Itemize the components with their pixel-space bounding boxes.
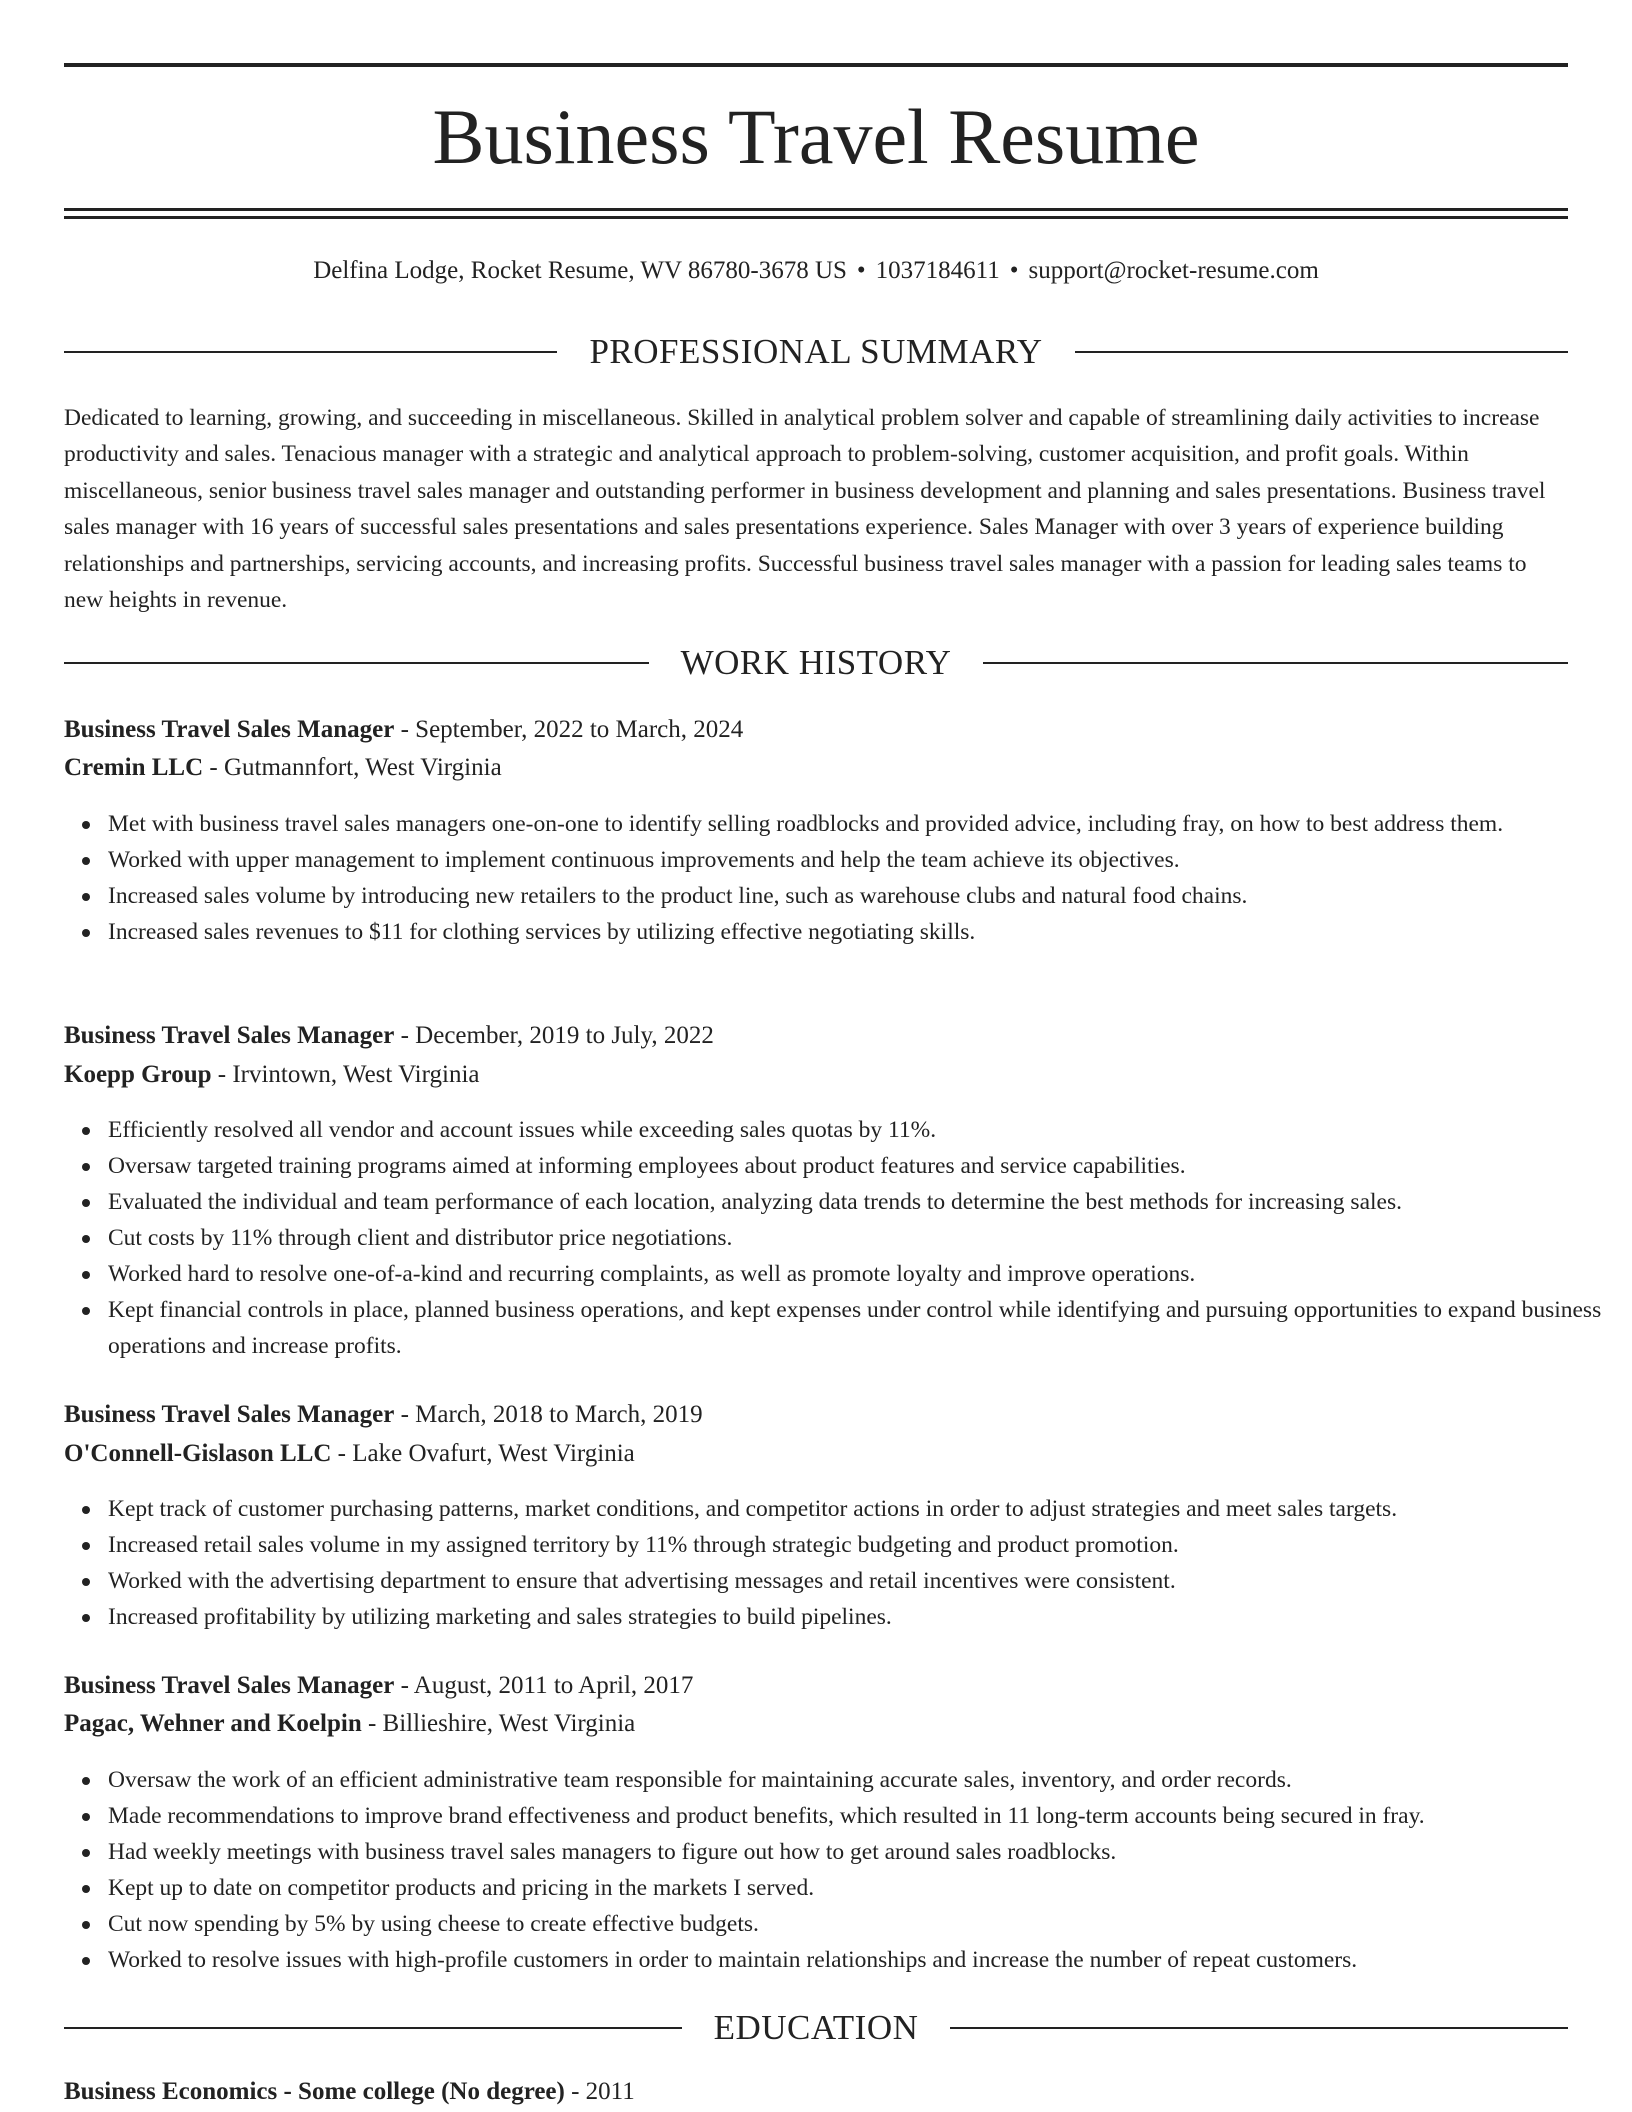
- heading-rule-right: [983, 662, 1568, 664]
- job-bullet: Increased sales volume by introducing new retailers to the product line, such as warehouse clubs and natural food chains.: [108, 878, 1612, 914]
- contact-line: [64, 254, 1568, 288]
- job-bullet: Met with business travel sales managers one-on-one to identify selling roadblocks and provided advice, including fray, on how to best address them.: [108, 806, 1612, 842]
- job-bullet: Worked hard to resolve one-of-a-kind and recurring complaints, as well as promote loyalty and improve operations.: [108, 1256, 1612, 1292]
- job-title-line: [64, 712, 1568, 748]
- heading-rule-left: [64, 662, 649, 664]
- job-title-line: [64, 1668, 1568, 1704]
- job-bullet: Oversaw the work of an efficient administrative team responsible for maintaining accurate sales, inventory, and order records.: [108, 1762, 1612, 1798]
- job-title: Business Travel Sales Manager: [64, 1022, 395, 1049]
- job-title: Business Travel Sales Manager: [64, 1401, 395, 1428]
- job-bullet: Worked to resolve issues with high-profile customers in order to maintain relationships and increase the number of repeat customers.: [108, 1942, 1612, 1978]
- education-entry: [64, 2074, 1568, 2110]
- job-company-line: [64, 1436, 1568, 1472]
- work-history-heading-label: WORK HISTORY: [680, 643, 952, 682]
- job-company: O'Connell-Gislason LLC: [64, 1440, 332, 1467]
- job-bullet: Kept financial controls in place, planned business operations, and kept expenses under control while identifying and pursuing opportunities to expand business operations and increase profits.: [108, 1292, 1612, 1364]
- job-bullet: Worked with upper management to implement continuous improvements and help the team achieve its objectives.: [108, 842, 1612, 878]
- job-company: Koepp Group: [64, 1061, 212, 1088]
- job-bullet: Evaluated the individual and team performance of each location, analyzing data trends to determine the best methods for increasing sales.: [108, 1184, 1612, 1220]
- job-bullets: [64, 1491, 1612, 1635]
- job-bullet: Had weekly meetings with business travel sales managers to figure out how to get around sales roadblocks.: [108, 1834, 1612, 1870]
- summary-heading-label: PROFESSIONAL SUMMARY: [589, 332, 1043, 371]
- job-bullet: Cut costs by 11% through client and distributor price negotiations.: [108, 1220, 1612, 1256]
- job-dates: - August, 2011 to April, 2017: [394, 1672, 694, 1699]
- work-history-heading: [64, 641, 1568, 685]
- job-dates: - December, 2019 to July, 2022: [394, 1022, 714, 1049]
- job-location: - Lake Ovafurt, West Virginia: [331, 1440, 635, 1467]
- education-heading-label: EDUCATION: [713, 2008, 919, 2047]
- resume-title: Business Travel Resume: [432, 93, 1200, 180]
- contact-address: Delfina Lodge, Rocket Resume, WV 86780-3678 US: [313, 257, 847, 284]
- job-bullet: Increased retail sales volume in my assigned territory by 11% through strategic budgeting and product promotion.: [108, 1527, 1612, 1563]
- contact-separator: •: [856, 257, 866, 284]
- job-company-line: [64, 1057, 1568, 1093]
- job-location: - Billieshire, West Virginia: [361, 1710, 636, 1737]
- job-title-line: [64, 1397, 1568, 1433]
- job-bullet: Worked with the advertising department to ensure that advertising messages and retail incentives were consistent.: [108, 1563, 1612, 1599]
- job-company-line: [64, 750, 1568, 786]
- job-location: - Gutmannfort, West Virginia: [203, 754, 502, 781]
- job-title-line: [64, 1018, 1568, 1054]
- heading-rule-right: [950, 2027, 1568, 2029]
- education-heading: [64, 2006, 1568, 2050]
- title-rule-lower: [64, 216, 1568, 219]
- education-year: - 2011: [564, 2078, 635, 2105]
- job-bullet: Kept up to date on competitor products and pricing in the markets I served.: [108, 1870, 1612, 1906]
- job-dates: - September, 2022 to March, 2024: [394, 716, 744, 743]
- job-bullets: [64, 1762, 1612, 1978]
- heading-rule-left: [64, 351, 557, 353]
- contact-phone: 1037184611: [875, 257, 1000, 284]
- job-company: Cremin LLC: [64, 754, 204, 781]
- job-bullet: Kept track of customer purchasing patterns, market conditions, and competitor actions in order to adjust strategies and meet sales targets.: [108, 1491, 1612, 1527]
- job-dates: - March, 2018 to March, 2019: [394, 1401, 703, 1428]
- education-degree: Business Economics - Some college (No degree): [64, 2078, 565, 2105]
- title-rule-upper: [64, 208, 1568, 211]
- job-company: Pagac, Wehner and Koelpin: [64, 1710, 362, 1737]
- contact-separator: •: [1009, 257, 1019, 284]
- job-title: Business Travel Sales Manager: [64, 1672, 395, 1699]
- heading-rule-right: [1075, 351, 1568, 353]
- heading-rule-left: [64, 2027, 682, 2029]
- job-bullet: Oversaw targeted training programs aimed at informing employees about product features and service capabilities.: [108, 1148, 1612, 1184]
- job-bullet: Made recommendations to improve brand effectiveness and product benefits, which resulted in 11 long-term accounts being secured in fray.: [108, 1798, 1612, 1834]
- job-bullets: [64, 806, 1612, 950]
- job-company-line: [64, 1706, 1568, 1742]
- job-bullets: [64, 1112, 1612, 1364]
- job-location: - Irvintown, West Virginia: [211, 1061, 480, 1088]
- job-title: Business Travel Sales Manager: [64, 716, 395, 743]
- job-bullet: Increased sales revenues to $11 for clothing services by utilizing effective negotiating skills.: [108, 914, 1612, 950]
- job-bullet: Increased profitability by utilizing marketing and sales strategies to build pipelines.: [108, 1599, 1612, 1635]
- top-rule: [64, 63, 1568, 67]
- summary-heading: [64, 330, 1568, 374]
- job-bullet: Efficiently resolved all vendor and account issues while exceeding sales quotas by 11%.: [108, 1112, 1612, 1148]
- job-bullet: Cut now spending by 5% by using cheese to create effective budgets.: [108, 1906, 1612, 1942]
- summary-text: Dedicated to learning, growing, and succeeding in miscellaneous. Skilled in analytical problem solver and capable of streamlining daily activities to increase productivity and sales. Tenacious manager with a strategic and analytical approach to problem-solving, customer acquisition, and profit goals. Within miscellaneous, senior business travel sales manager and outstanding performer in business development and planning and sales presentations. Business travel sales manager with 16 years of successful sales presentations and sales presentations experience. Sales Manager with over 3 years of experience building relationships and partnerships, servicing accounts, and increasing profits. Successful business travel sales manager with a passion for leading sales teams to new heights in revenue.: [64, 405, 1546, 614]
- contact-email: support@rocket-resume.com: [1028, 257, 1319, 284]
